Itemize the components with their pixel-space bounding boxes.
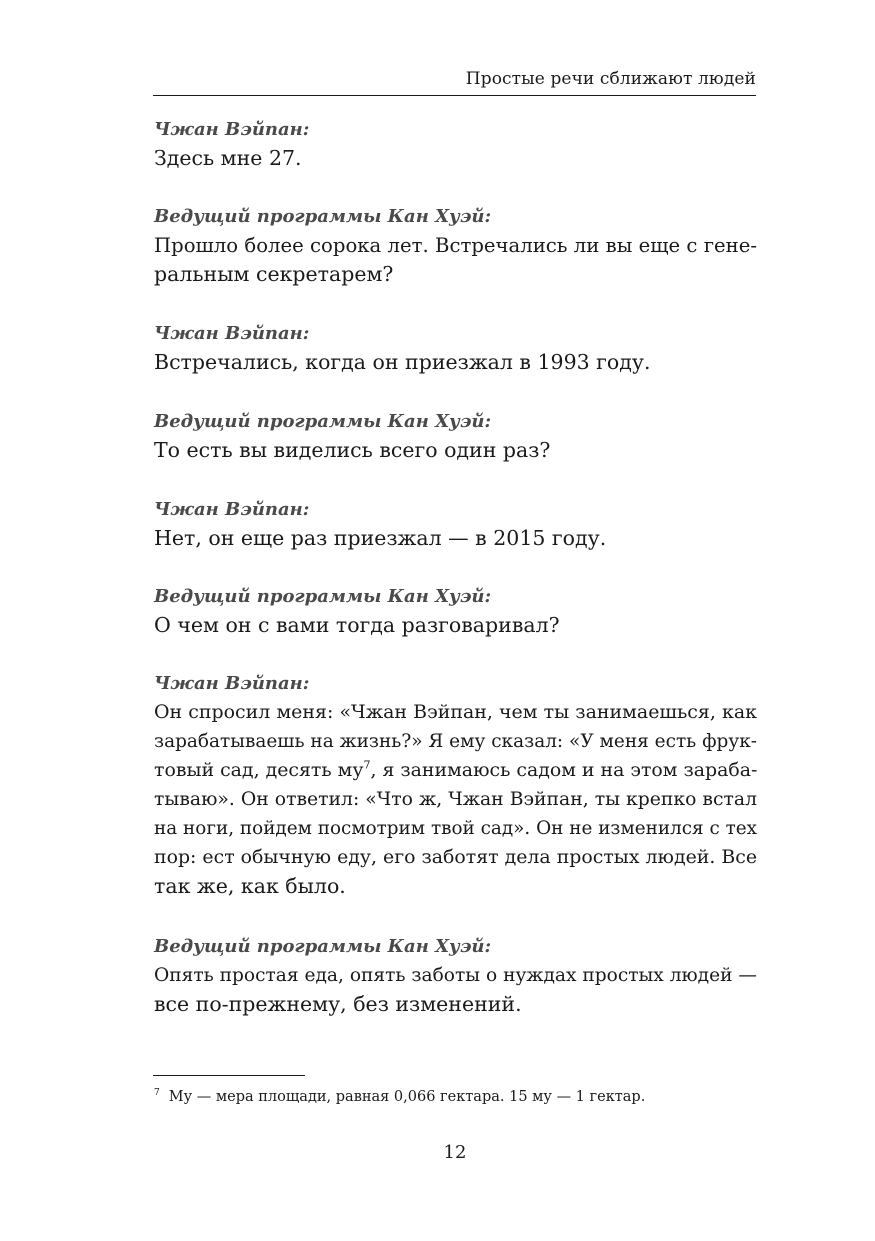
speech-text [154,524,757,553]
footnote-rule [153,1075,305,1076]
speech-line: Встречались, когда он приезжал в 1993 году. [154,350,651,374]
footnote-text: Му — мера площади, равная 0,066 гектара. 15 му — 1 гектар. [168,1088,646,1105]
speaker-label: Ведущий программы Кан Хуэй: [154,936,492,957]
speaker-label: Ведущий программы Кан Хуэй: [154,206,492,227]
speech-line: Здесь мне 27. [154,146,302,170]
speech-line-part: , я занимаюсь садом и на этом зараба- [370,759,758,781]
speech-text [154,961,757,1019]
speech-text [154,611,757,640]
speech-line: на ноги, пойдем посмотрим твой сад». Он не изменился с тех [154,818,757,839]
speaker-label: Чжан Вэйпан: [154,499,310,520]
speech-line: тываю». Он ответил: «Что ж, Чжан Вэйпан, ты крепко встал [154,789,757,810]
speech-line-part: товый сад, десять му [154,759,364,781]
running-header: Простые речи сближают людей [465,69,756,89]
speaker-label: Чжан Вэйпан: [154,323,310,344]
speech-line: Он спросил меня: «Чжан Вэйпан, чем ты занимаешься, как [154,701,757,723]
speech-line: ральным секретарем? [154,262,394,286]
speech-line: Прошло более сорока лет. Встречались ли вы еще с гене- [154,234,757,257]
speaker-label: Ведущий программы Кан Хуэй: [154,411,492,432]
speech-line: Опять простая еда, опять заботы о нуждах простых людей — [154,965,757,986]
speech-line [154,756,757,785]
speaker-label: Чжан Вэйпан: [154,673,310,694]
footnote [154,1083,645,1107]
speech-line: Нет, он еще раз приезжал — в 2015 году. [154,526,607,550]
footnote-marker: 7 [154,1088,160,1098]
speaker-label: Ведущий программы Кан Хуэй: [154,586,492,607]
speech-line: То есть вы виделись всего один раз? [154,438,551,462]
speech-line: пор: ест обычную еду, его заботят дела простых людей. Все [154,846,757,868]
speaker-label: Чжан Вэйпан: [154,119,310,140]
footnote-reference: 7 [363,758,371,772]
speech-text [154,698,757,901]
speech-line: так же, как было. [154,874,346,898]
speech-line: все по-прежнему, без изменений. [154,992,522,1016]
page-number: 12 [443,1142,467,1163]
speech-text [154,231,757,289]
speech-text [154,348,757,377]
speech-text [154,436,757,465]
speech-line: О чем он с вами тогда разговаривал? [154,613,560,637]
speech-text [154,144,757,173]
header-rule [153,95,756,96]
speech-line: зарабатываешь на жизнь?» Я ему сказал: «У меня есть фрук- [154,731,758,752]
